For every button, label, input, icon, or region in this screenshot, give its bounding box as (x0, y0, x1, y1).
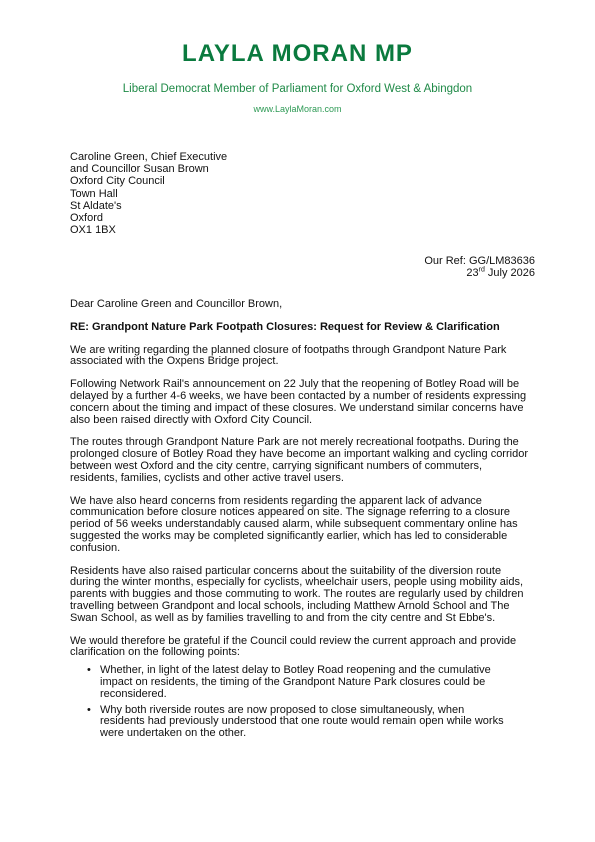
recipient-address (70, 151, 227, 236)
address-line: OX1 1BX (70, 224, 116, 237)
date-month-year: July 2026 (484, 267, 535, 279)
address-line: Town Hall (70, 187, 118, 200)
subject-line: RE: Grandpont Nature Park Footpath Closures: Request for Review & Clarification (70, 320, 500, 333)
reference-block (424, 255, 535, 279)
our-reference: Our Ref: GG/LM83636 (424, 255, 535, 267)
list-item-text: Whether, in light of the latest delay to Botley Road reopening and the cumulative impact on residents, the timing of the Grandpont Nature Park closures could be reconsidered. (100, 664, 491, 700)
list-item (87, 664, 505, 700)
paragraph: The routes through Grandpont Nature Park are not merely recreational footpaths. During the prolonged closure of Botley Road they have become an important walking and cycling corridor between west Oxford and the city centre, carrying significant numbers of commuters, residents, families, cyclists and other active travel users. (70, 436, 528, 484)
address-line: Oxford (70, 212, 104, 225)
paragraph: We are writing regarding the planned closure of footpaths through Grandpont Nature Park associated with the Oxpens Bridge project. (70, 343, 507, 368)
letter-date (424, 267, 535, 279)
list-item-text: Why both riverside routes are now proposed to close simultaneously, when residents had previously understood that one route would remain open while works were undertaken on the other. (100, 703, 504, 740)
request-points-list (70, 665, 530, 740)
bullet-icon: • (87, 703, 91, 716)
letter-body (70, 299, 530, 744)
address-line: Caroline Green, Chief Executive (70, 151, 228, 163)
address-line: and Councillor Susan Brown (70, 163, 209, 176)
letterhead-name: LAYLA MORAN MP (182, 40, 413, 67)
bullet-icon: • (87, 664, 91, 677)
address-line: St Aldate's (70, 199, 122, 212)
address-line: Oxford City Council (70, 175, 165, 188)
letterhead-website: www.LaylaMoran.com (253, 104, 342, 114)
paragraph: Residents have also raised particular concerns about the suitability of the diversion route during the winter months, especially for cyclists, wheelchair users, people using mobility aids, parents with buggies and those commuting to work. The routes are regularly used by children travelling between Grandpont and local schools, including Matthew Arnold School and The Swan School, as well as by families travelling to and from the city centre and St Ebbe's. (70, 564, 524, 624)
paragraph: We would therefore be grateful if the Council could review the current approach and provide clarification on the following points: (70, 634, 517, 659)
date-day: 23 (466, 267, 479, 279)
letterhead-subtitle: Liberal Democrat Member of Parliament for Oxford West & Abingdon (122, 83, 473, 95)
list-item (87, 703, 505, 740)
salutation: Dear Caroline Green and Councillor Brown, (70, 298, 283, 310)
paragraph: We have also heard concerns from residents regarding the apparent lack of advance communication before closure notices appeared on site. The signage referring to a closure period of 56 weeks understandably caused alarm, while subsequent commentary online has suggested the works may be completed significantly earlier, which has led to considerable confusion. (70, 494, 518, 554)
paragraph: Following Network Rail's announcement on 22 July that the reopening of Botley Road will be delayed by a further 4-6 weeks, we have been contacted by a number of residents expressing concern about the timing and impact of these closures. We understand similar concerns have also been raised directly with Oxford City Council. (70, 378, 527, 426)
date-suffix: rd (478, 266, 485, 274)
